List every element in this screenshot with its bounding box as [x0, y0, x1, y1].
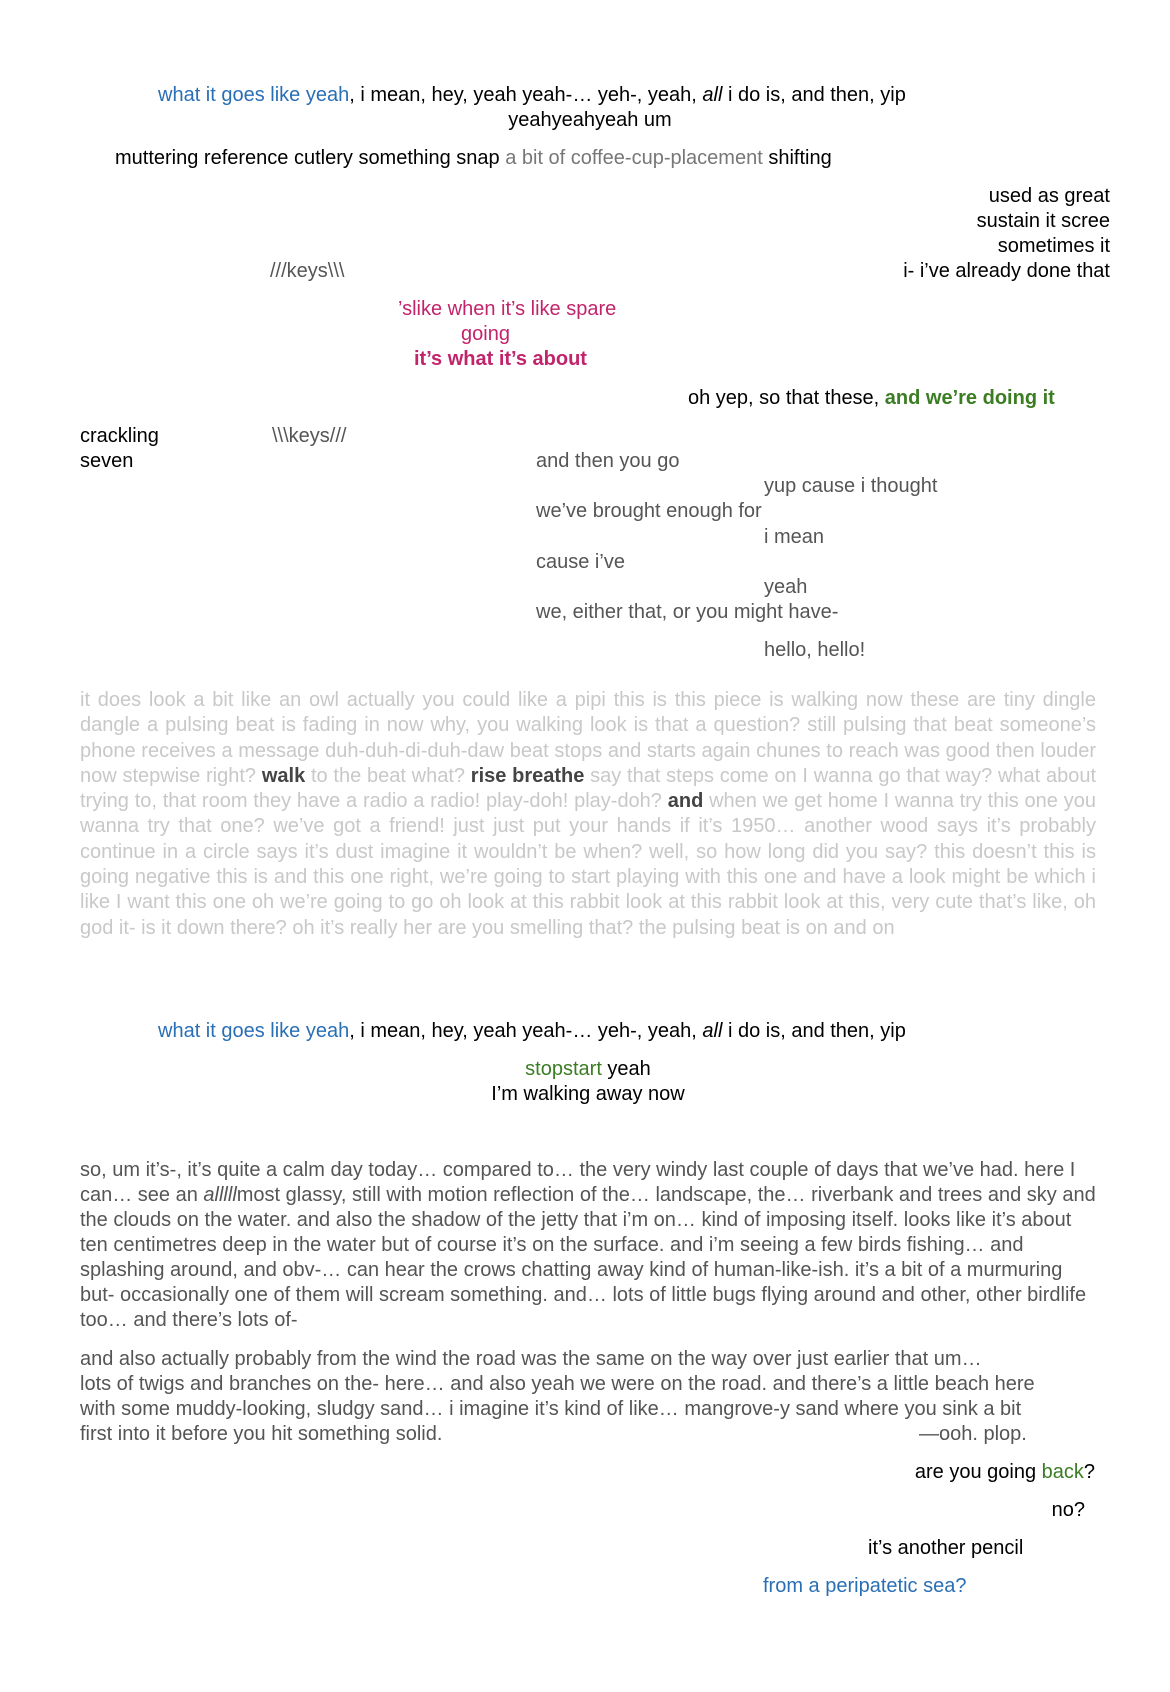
right-line-2: sustain it scree — [976, 210, 1110, 232]
light-text-3: say that steps come on I wanna go that way? what about trying to, that room they have a radio a radio! play-doh! play-doh? — [80, 764, 1097, 813]
light-bold-rise-breathe: rise breathe — [470, 764, 585, 787]
dialogue-line-7: we, either that, or you might have- — [536, 601, 839, 623]
refrain2-text-b: i do is, and then, yip — [722, 1020, 906, 1042]
twigs-line-4: first into it before you hit something solid. — [80, 1423, 443, 1445]
calm-italic: alllll — [203, 1184, 237, 1206]
crackling-word: crackling — [80, 425, 159, 447]
muttering-gray: a bit of coffee-cup-placement — [499, 147, 763, 169]
pink-line-3: it’s what it’s about — [414, 348, 587, 370]
dialogue-line-3: we’ve brought enough for — [536, 500, 762, 522]
going-back-a: are you going — [914, 1461, 1042, 1483]
twigs-line-2: lots of twigs and branches on the- here… and also yeah we were on the road. and there’s a little beach here — [80, 1373, 1035, 1395]
dialogue-line-1: and then you go — [536, 450, 680, 472]
refrain-text-a: , i mean, hey, yeah yeah-… yeh-, yeah, — [349, 84, 703, 106]
dialogue-line-8: hello, hello! — [764, 639, 866, 661]
right-line-1: used as great — [988, 185, 1110, 207]
refrain2-italic-all: all — [702, 1020, 723, 1042]
dialogue-line-6: yeah — [764, 576, 808, 598]
refrain2-text-a: , i mean, hey, yeah yeah-… yeh-, yeah, — [349, 1020, 703, 1042]
refrain-italic-all: all — [702, 84, 723, 106]
refrain-line-2 — [158, 1019, 906, 1043]
calm-text-b: most glassy, still with motion reflection of the… landscape, the… riverbank and trees and sky and the clouds on the water. and also the shadow of the jetty that i’m on… kind of imposing itself. looks like it’s about ten centimetres deep in the water but of course it’s on the surface. and i’m seeing a few birds fishing… and splashing around, and obv-… can hear the crows chatting away kind of human-like-ish. it’s a bit of a murmuring but- occasionally one of them will scream something. and… lots of little bugs flying around and other, other birdlife too… and there’s lots of- — [80, 1184, 1096, 1331]
muttering-line — [115, 146, 832, 170]
oh-yep-black: oh yep, so that these, — [688, 387, 885, 409]
right-line-4: i- i’ve already done that — [903, 260, 1110, 282]
stopstart-black: yeah — [601, 1058, 651, 1080]
twigs-line-3: with some muddy-looking, sludgy sand… i imagine it’s kind of like… mangrove-y sand where you sink a bit — [80, 1398, 1022, 1420]
stopstart-line — [0, 1057, 1170, 1081]
refrain-line-1 — [158, 83, 906, 107]
calm-text-a: so, um it’s-, it’s quite a calm day today… compared to… the very windy last couple of days that we’ve had. here I can… see an — [80, 1159, 1076, 1206]
going-back-b: ? — [1083, 1461, 1095, 1483]
right-line-3: sometimes it — [997, 235, 1110, 257]
pencil-line: it’s another pencil — [868, 1537, 1024, 1559]
twigs-line-1: and also actually probably from the wind the road was the same on the way over just earlier that um… — [80, 1348, 982, 1370]
light-text-4: when we get home I wanna try this one you wanna try that one? we’ve got a friend! just just put your hands if it’s 1950… another wood says it’s probably continue in a circle says it’s dust imagine it wouldn’t be when? well, so how long did you say? this doesn’t this is going negative this is and this one right, we’re going to start playing with this one and have a look might be which i like I want this one oh we’re going to go oh look at this rabbit look at this rabbit look at this, very cute that’s like, oh god it- is it down there? oh it’s really her are you smelling that? the pulsing beat is on and on — [80, 790, 1096, 939]
refrain2-blue-text: what it goes like yeah — [158, 1020, 350, 1042]
oh-yep-line — [688, 386, 1055, 410]
light-bold-and: and — [667, 790, 704, 813]
keys-text-2: \\\keys/// — [272, 425, 347, 447]
oh-yep-green: and we’re doing it — [884, 387, 1055, 409]
muttering-black-a: muttering reference cutlery something snap — [115, 147, 500, 169]
keys-text-1: ///keys\\\ — [270, 260, 345, 282]
dialogue-line-5: cause i’ve — [536, 551, 625, 573]
walking-away-line: I’m walking away now — [491, 1083, 685, 1105]
refrain-blue-text: what it goes like yeah — [158, 84, 350, 106]
seven-word: seven — [80, 450, 134, 472]
no-line: no? — [1051, 1499, 1085, 1521]
stopstart-green: stopstart — [525, 1058, 602, 1080]
light-text-2: to the beat what? — [305, 764, 471, 787]
pink-line-1: ’slike when it’s like spare — [398, 298, 617, 320]
muttering-black-b: shifting — [762, 147, 832, 169]
dialogue-line-2: yup cause i thought — [764, 475, 938, 497]
plop-text: —ooh. plop. — [919, 1423, 1027, 1445]
dialogue-line-4: i mean — [764, 526, 825, 548]
pink-line-2: going — [461, 323, 510, 345]
light-bold-walk: walk — [261, 764, 306, 787]
going-back-line — [915, 1460, 1095, 1484]
light-paragraph — [80, 688, 1096, 941]
sea-line: from a peripatetic sea? — [763, 1575, 967, 1597]
light-text-1: it does look a bit like an owl actually you could like a pipi this is this piece is walking now these are tiny dingle dangle a pulsing beat is fading in now why, you walking look is that a question? still pulsing that beat someone’s phone receives a message duh-duh-di-duh-daw beat stops and starts again chunes to reach was good then louder now stepwise right? — [80, 689, 1096, 787]
yeahyeah-line: yeahyeahyeah um — [508, 109, 672, 131]
calm-paragraph — [80, 1158, 1100, 1333]
refrain-text-b: i do is, and then, yip — [722, 84, 906, 106]
going-back-green: back — [1041, 1461, 1084, 1483]
